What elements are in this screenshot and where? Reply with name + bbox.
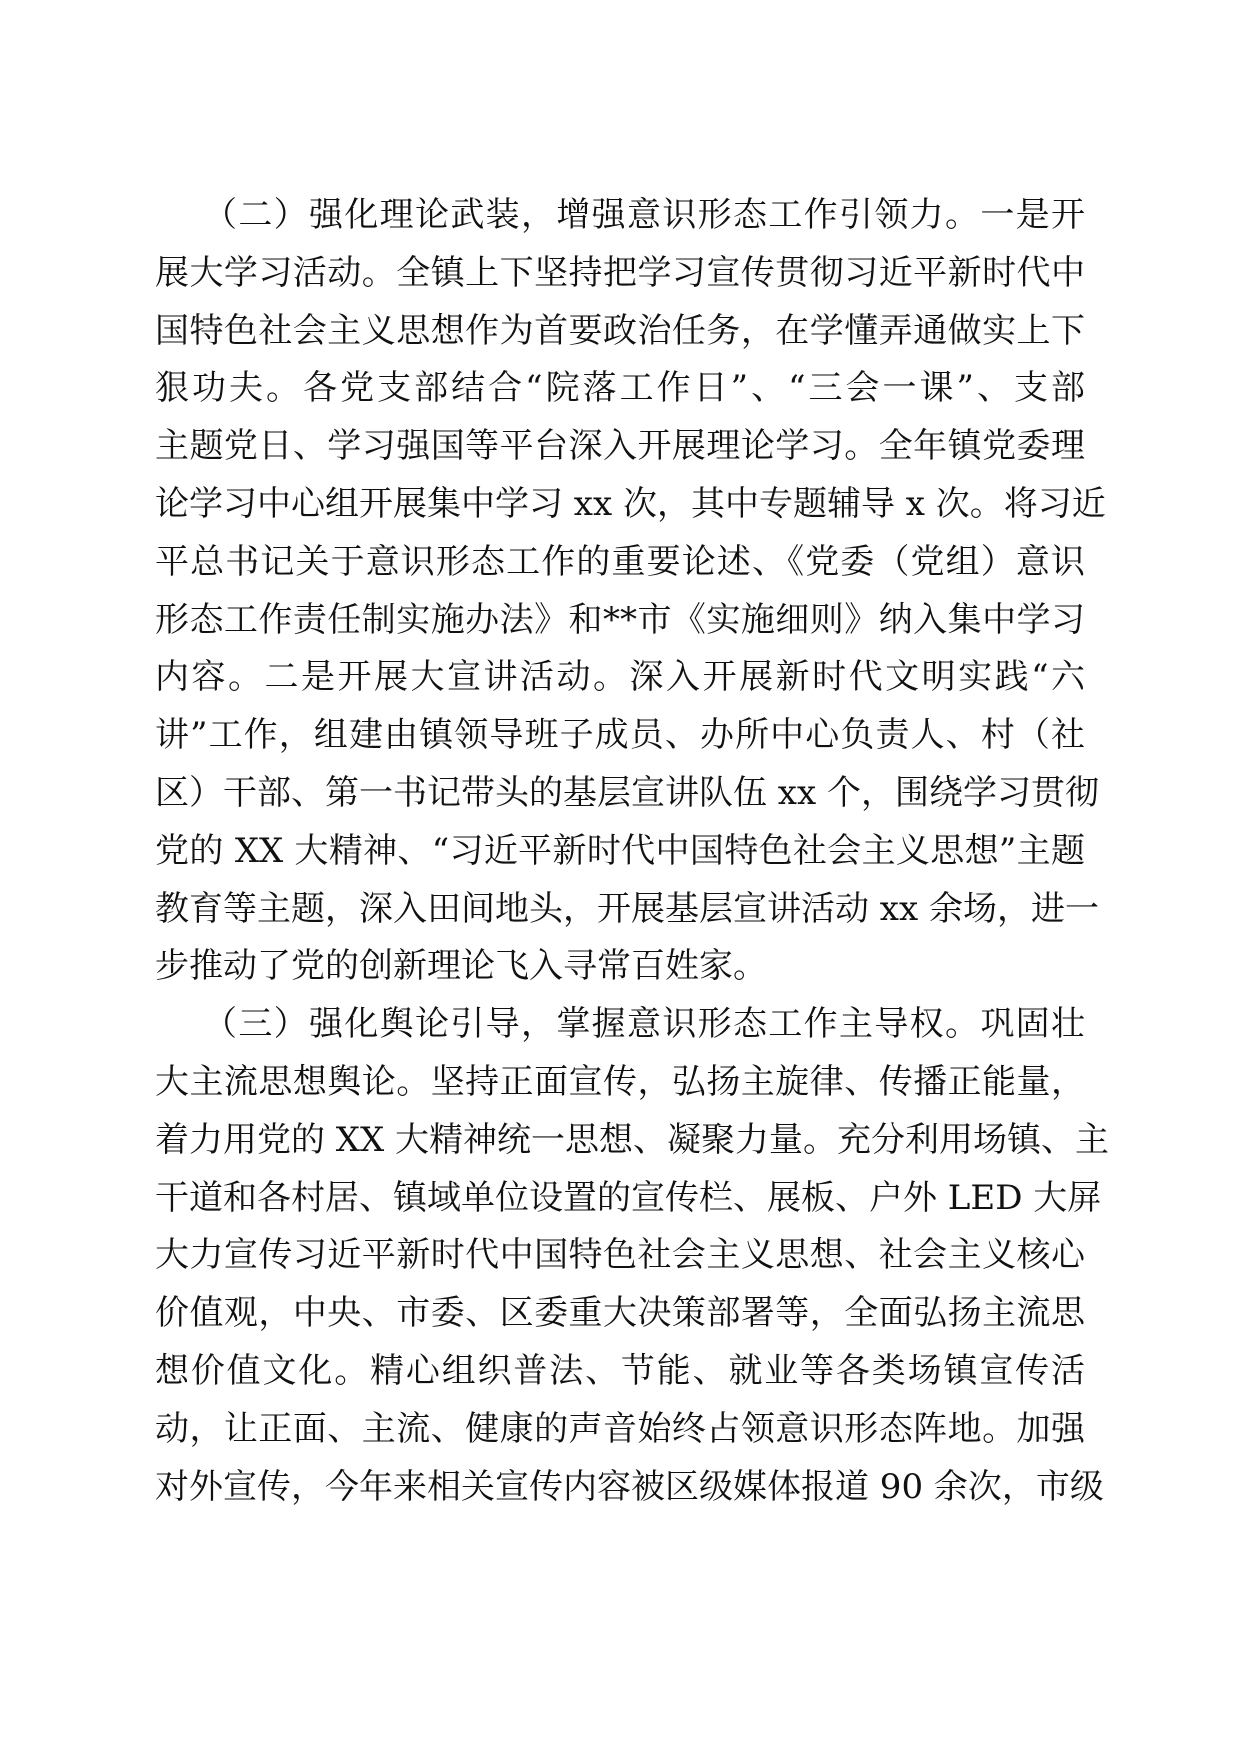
paragraph-line: 步推动了党的创新理论飞入寻常百姓家。 <box>155 946 767 987</box>
paragraph-opinion <box>155 996 1110 1516</box>
paragraph-line: 形态工作责任制实施办法》和**市《实施细则》纳入集中学习 <box>155 599 1085 640</box>
paragraph-line: 区）干部、第一书记带头的基层宣讲队伍 xx 个，围绕学习贯彻 <box>155 772 1099 813</box>
paragraph-line: 平总书记关于意识形态工作的重要论述、《党委（党组）意识 <box>155 541 1085 582</box>
paragraph-line: 党的 XX 大精神、“习近平新时代中国特色社会主义思想”主题 <box>155 830 1085 871</box>
paragraph-line: （二）强化理论武装，增强意识形态工作引领力。一是开 <box>203 195 1085 235</box>
paragraph-line: 论学习中心组开展集中学习 xx 次，其中专题辅导 x 次。将习近 <box>155 483 1106 524</box>
document-body <box>155 187 1110 1516</box>
paragraph-line: 动，让正面、主流、健康的声音始终占领意识形态阵地。加强 <box>155 1408 1085 1449</box>
paragraph-line: 内容。二是开展大宣讲活动。深入开展新时代文明实践“六 <box>155 657 1085 698</box>
paragraph-line: 展大学习活动。全镇上下坚持把学习宣传贯彻习近平新时代中 <box>155 252 1085 293</box>
paragraph-theory <box>155 187 1106 996</box>
paragraph-line: 价值观，中央、市委、区委重大决策部署等，全面弘扬主流思 <box>155 1293 1085 1334</box>
paragraph-line: （三）强化舆论引导，掌握意识形态工作主导权。巩固壮 <box>203 1004 1085 1045</box>
paragraph-line: 国特色社会主义思想作为首要政治任务，在学懂弄通做实上下 <box>155 310 1085 351</box>
paragraph-line: 大力宣传习近平新时代中国特色社会主义思想、社会主义核心 <box>155 1235 1085 1276</box>
paragraph-line: 想价值文化。精心组织普法、节能、就业等各类场镇宣传活 <box>155 1350 1085 1391</box>
paragraph-line: 着力用党的 XX 大精神统一思想、凝聚力量。充分利用场镇、主 <box>155 1119 1110 1160</box>
paragraph-line: 大主流思想舆论。坚持正面宣传，弘扬主旋律、传播正能量， <box>155 1061 1085 1102</box>
paragraph-line: 讲”工作，组建由镇领导班子成员、办所中心负责人、村（社 <box>155 715 1085 756</box>
paragraph-line: 狠功夫。各党支部结合“院落工作日”、“三会一课”、支部 <box>155 368 1085 409</box>
paragraph-line: 主题党日、学习强国等平台深入开展理论学习。全年镇党委理 <box>155 426 1085 467</box>
paragraph-line: 教育等主题，深入田间地头，开展基层宣讲活动 xx 余场，进一 <box>155 888 1099 929</box>
paragraph-line: 对外宣传，今年来相关宣传内容被区级媒体报道 90 余次，市级 <box>155 1466 1104 1507</box>
paragraph-line: 干道和各村居、镇域单位设置的宣传栏、展板、户外 LED 大屏 <box>155 1177 1102 1218</box>
